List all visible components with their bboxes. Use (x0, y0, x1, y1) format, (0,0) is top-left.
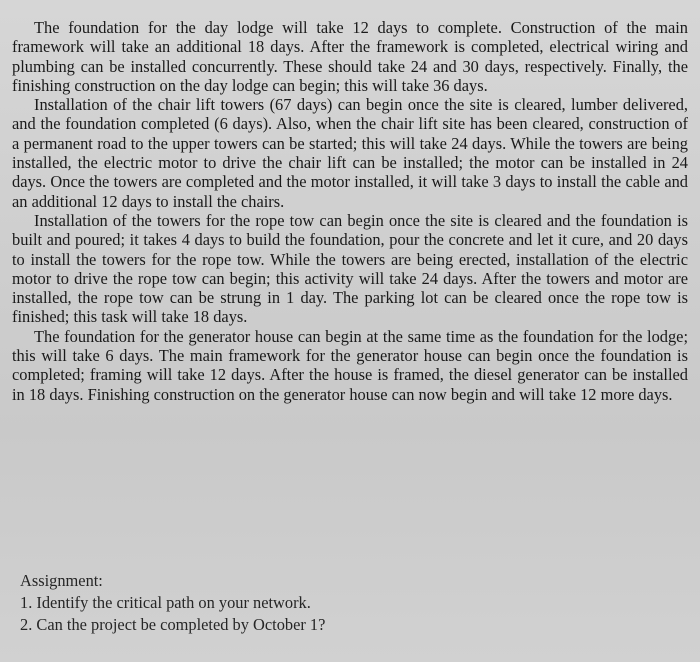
assignment-item: 2. Can the project be completed by October 1? (20, 615, 326, 634)
paragraph-generator-house: The foundation for the generator house can begin at the same time as the foundation for the lodge; this will take 6 days. The main framework for the generator house can begin once the foundation is completed; framing will take 12 days. After the house is framed, the diesel generator can be installed in 18 days. Finishing construction on the generator house can now begin and will take 12 more days. (12, 326, 688, 404)
assignment-heading: Assignment: (20, 571, 103, 590)
paragraph-chair-lift: Installation of the chair lift towers (67 days) can begin once the site is cleared, lumber delivered, and the foundation completed (6 days). Also, when the chair lift site has been cleared, construction of a permanent road to the upper towers can be started; this will take 24 days. While the towers are being installed, the electric motor to drive the chair lift can be installed; the motor can be installed in 24 days. Once the towers are completed and the motor installed, it will take 3 days to install the cable and an additional 12 days to install the chairs. (12, 95, 688, 211)
paragraph-rope-tow: Installation of the towers for the rope tow can begin once the site is cleared and the foundation is built and poured; it takes 4 days to build the foundation, pour the concrete and let it cure, and 20 days to install the towers for the rope tow. While the towers are being erected, installation of the electric motor to drive the rope tow can begin; this activity will take 24 days. After the towers and motor are installed, the rope tow can be strung in 1 day. The parking lot can be cleared once the rope tow is finished; this task will take 18 days. (12, 210, 688, 327)
assignment-list (20, 592, 680, 636)
assignment-item: 1. Identify the critical path on your network. (20, 593, 311, 612)
assignment-section (20, 570, 680, 636)
problem-text (12, 18, 688, 404)
paragraph-day-lodge: The foundation for the day lodge will take 12 days to complete. Construction of the main framework will take an additional 18 days. After the framework is completed, electrical wiring and plumbing can be installed concurrently. These should take 24 and 30 days, respectively. Finally, the finishing construction on the day lodge can begin; this will take 36 days. (12, 18, 688, 95)
